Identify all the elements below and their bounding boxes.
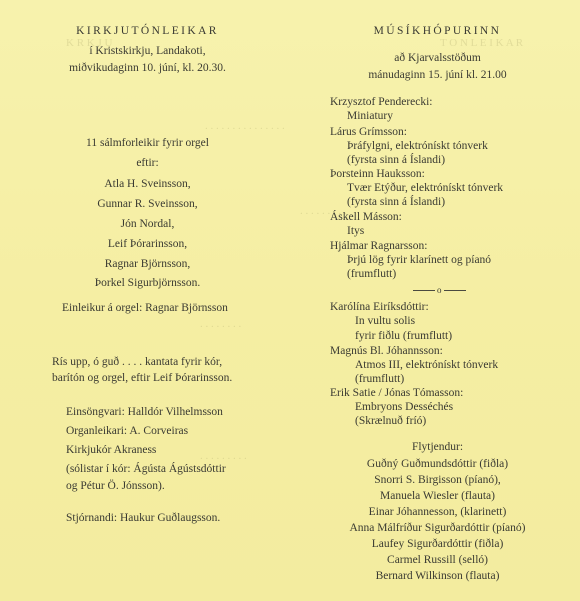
bleed-through-text: T O N L E I K A R — [440, 37, 524, 49]
program-work: Embryons Desséchés — [355, 401, 454, 413]
program-composer: Erik Satie / Jónas Tómasson: — [330, 387, 464, 399]
program-composer: Krzysztof Penderecki: — [330, 96, 433, 108]
divider-mark: o — [437, 285, 442, 295]
program-work: Miniatury — [347, 110, 393, 122]
performer-line: Anna Málfríður Sigurðardóttir (píanó) — [349, 522, 526, 534]
program-work: (Skrælnuð fríó) — [355, 415, 427, 427]
program-work: (frumflutt) — [347, 268, 397, 280]
program-work: Þráfylgni, elektrónískt tónverk — [347, 140, 488, 152]
performers-title: Flytjendur: — [411, 441, 464, 453]
bleed-through-text: . . . . . . . . . — [300, 205, 347, 217]
organ-intro: 11 sálmforleikir fyrir orgel — [86, 137, 209, 149]
performer-line: Carmel Russill (selló) — [387, 554, 488, 566]
performer-line: Manuela Wiesler (flauta) — [380, 490, 495, 502]
program-work: (fyrsta sinn á Íslandi) — [347, 196, 446, 208]
section-divider — [413, 282, 466, 299]
left-venue: í Kristskirkju, Landakoti, — [89, 45, 206, 57]
bleed-through-text: . . . . . . . . . — [200, 450, 247, 462]
cantata-line: barítón og orgel, eftir Leif Þórarinsson. — [52, 372, 233, 384]
left-title: KIRKJUTÓNLEIKAR — [76, 25, 219, 37]
performer-line: Laufey Sigurðardóttir (fiðla) — [371, 538, 504, 550]
eftir-label: eftir: — [136, 157, 159, 169]
program-composer: Lárus Grímsson: — [330, 126, 407, 138]
program-composer: Áskell Másson: — [330, 211, 402, 223]
bleed-through-text: . . . . . . . . — [200, 318, 242, 330]
composer-name: Ragnar Björnsson, — [104, 258, 191, 270]
bleed-through-text: K R K J U — [66, 37, 113, 49]
program-composer: Karólína Eiríksdóttir: — [330, 301, 429, 313]
program-work: Atmos III, elektrónískt tónverk — [355, 359, 499, 371]
right-title: MÚSÍKHÓPURINN — [373, 25, 502, 37]
performer-line: Organleikari: A. Corveiras — [66, 425, 189, 437]
program-work: In vultu solis — [355, 315, 416, 327]
performer-line: Snorri S. Birgisson (píanó), — [374, 474, 501, 486]
right-venue: að Kjarvalsstöðum — [394, 52, 481, 64]
organ-solo: Einleikur á orgel: Ragnar Björnsson — [62, 302, 228, 314]
program-work: (frumflutt) — [355, 373, 405, 385]
performer-line: Bernard Wilkinson (flauta) — [375, 570, 500, 582]
composer-name: Atla H. Sveinsson, — [104, 178, 191, 190]
bleed-through-text: . . . . . . . . . . . . . . . — [205, 120, 285, 132]
program-work: Itys — [347, 225, 365, 237]
performer-line: Einar Jóhannesson, (klarinett) — [368, 506, 507, 518]
program-work: Tvær Etýður, elektrónískt tónverk — [347, 182, 504, 194]
composer-name: Gunnar R. Sveinsson, — [97, 198, 198, 210]
program-composer: Hjálmar Ragnarsson: — [330, 240, 428, 252]
program-composer: Þorsteinn Hauksson: — [330, 168, 425, 180]
right-date: mánudaginn 15. júní kl. 21.00 — [368, 69, 507, 81]
performer-line: Guðný Guðmundsdóttir (fiðla) — [366, 458, 509, 470]
performer-line: Einsöngvari: Halldór Vilhelmsson — [66, 406, 223, 418]
performer-line: Kirkjukór Akraness — [66, 444, 157, 456]
composer-name: Jón Nordal, — [120, 218, 175, 230]
performer-line: (sólistar í kór: Ágústa Ágústsdóttir — [66, 463, 226, 475]
cantata-line: Rís upp, ó guð . . . . kantata fyrir kór, — [52, 356, 223, 368]
program-work: fyrir fiðlu (frumflutt) — [355, 330, 453, 342]
left-date: miðvikudaginn 10. júní, kl. 20.30. — [69, 62, 226, 74]
composer-name: Leif Þórarinsson, — [107, 238, 188, 250]
conductor: Stjórnandi: Haukur Guðlaugsson. — [66, 512, 221, 524]
program-composer: Magnús Bl. Jóhannsson: — [330, 345, 443, 357]
composer-name: Þorkel Sigurbjörnsson. — [94, 277, 201, 289]
program-work: Þrjú lög fyrir klarínett og píanó — [347, 254, 492, 266]
performer-line: og Pétur Ö. Jónsson). — [66, 480, 165, 492]
program-work: (fyrsta sinn á Íslandi) — [347, 154, 446, 166]
